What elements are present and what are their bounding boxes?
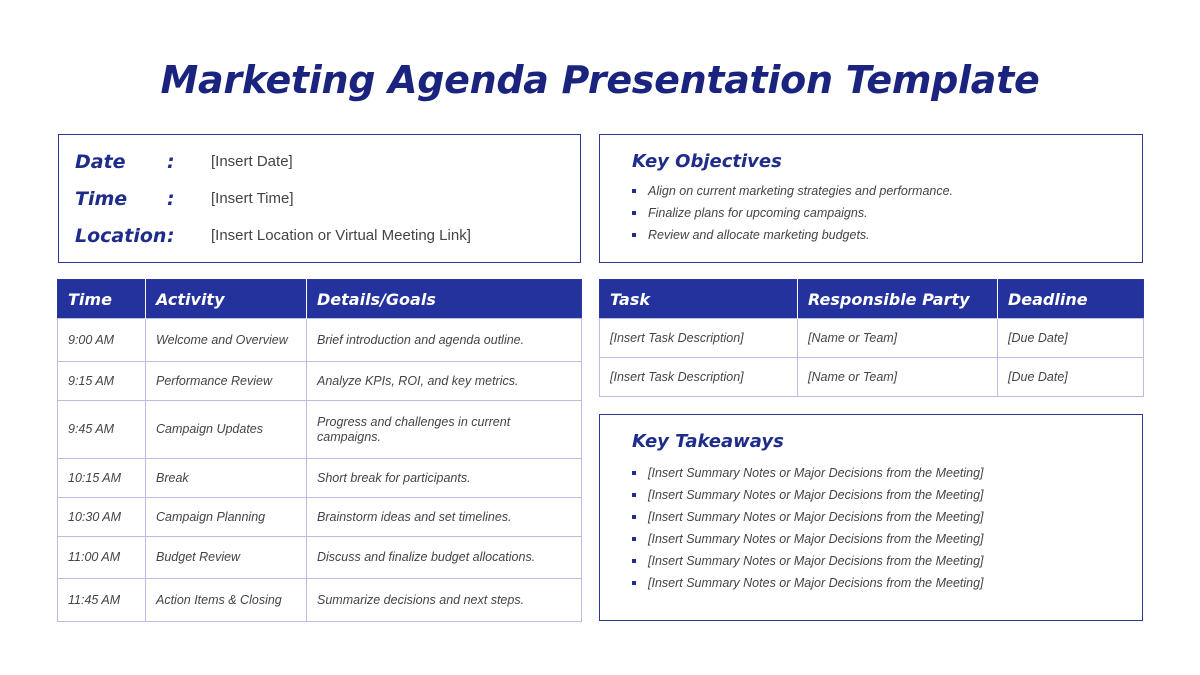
takeaway-text[interactable]: [Insert Summary Notes or Major Decisions from the Meeting] [648, 466, 984, 480]
task-row [600, 319, 1144, 358]
agenda-row [58, 498, 582, 537]
time-value[interactable]: [Insert Time] [211, 190, 294, 207]
agenda-time: 11:00 AM [58, 537, 146, 579]
agenda-activity: Break [146, 459, 307, 498]
task-deadline[interactable]: [Due Date] [998, 358, 1144, 397]
objective-item [632, 180, 953, 202]
bullet-icon [632, 559, 636, 563]
agenda-row [58, 579, 582, 622]
bullet-icon [632, 515, 636, 519]
agenda-details: Brainstorm ideas and set timelines. [307, 498, 582, 537]
agenda-time: 9:15 AM [58, 362, 146, 401]
date-label: Date [75, 151, 126, 173]
task-responsible[interactable]: [Name or Team] [798, 319, 998, 358]
agenda-header-row [58, 280, 582, 319]
key-takeaways-box [599, 414, 1143, 621]
objective-text: Align on current marketing strategies and performance. [648, 184, 954, 198]
agenda-header-activity: Activity [146, 280, 307, 319]
objective-text: Finalize plans for upcoming campaigns. [648, 206, 868, 220]
agenda-time: 10:15 AM [58, 459, 146, 498]
location-colon: : [167, 225, 175, 247]
takeaway-text[interactable]: [Insert Summary Notes or Major Decisions from the Meeting] [648, 532, 984, 546]
takeaways-list [632, 462, 984, 594]
task-row [600, 358, 1144, 397]
objective-text: Review and allocate marketing budgets. [648, 228, 870, 242]
location-label: Location [75, 225, 167, 247]
agenda-details: Discuss and finalize budget allocations. [307, 537, 582, 579]
takeaway-item [632, 484, 984, 506]
bullet-icon [632, 537, 636, 541]
bullet-icon [632, 233, 636, 237]
takeaway-text[interactable]: [Insert Summary Notes or Major Decisions from the Meeting] [648, 510, 984, 524]
agenda-time: 10:30 AM [58, 498, 146, 537]
agenda-row [58, 362, 582, 401]
takeaway-text[interactable]: [Insert Summary Notes or Major Decisions from the Meeting] [648, 576, 984, 590]
takeaway-item [632, 572, 984, 594]
agenda-time: 9:45 AM [58, 401, 146, 459]
takeaway-text[interactable]: [Insert Summary Notes or Major Decisions from the Meeting] [648, 488, 984, 502]
key-objectives-heading: Key Objectives [632, 151, 782, 172]
key-objectives-box [599, 134, 1143, 263]
meeting-info-box [58, 134, 581, 263]
location-value[interactable]: [Insert Location or Virtual Meeting Link] [211, 227, 471, 244]
agenda-header-details: Details/Goals [307, 280, 582, 319]
agenda-activity: Campaign Planning [146, 498, 307, 537]
agenda-activity: Campaign Updates [146, 401, 307, 459]
bullet-icon [632, 471, 636, 475]
date-row [75, 151, 565, 177]
agenda-row [58, 459, 582, 498]
agenda-details: Short break for participants. [307, 459, 582, 498]
task-header-responsible: Responsible Party [798, 280, 998, 319]
objective-item [632, 224, 953, 246]
agenda-time: 11:45 AM [58, 579, 146, 622]
takeaway-item [632, 462, 984, 484]
agenda-details: Summarize decisions and next steps. [307, 579, 582, 622]
agenda-activity: Welcome and Overview [146, 319, 307, 362]
task-description[interactable]: [Insert Task Description] [600, 319, 798, 358]
objectives-list [632, 180, 953, 246]
agenda-time: 9:00 AM [58, 319, 146, 362]
time-colon: : [167, 188, 175, 210]
location-row [75, 225, 565, 251]
bullet-icon [632, 189, 636, 193]
takeaway-text[interactable]: [Insert Summary Notes or Major Decisions from the Meeting] [648, 554, 984, 568]
takeaway-item [632, 528, 984, 550]
time-label: Time [75, 188, 128, 210]
agenda-header-time: Time [58, 280, 146, 319]
objective-item [632, 202, 953, 224]
task-responsible[interactable]: [Name or Team] [798, 358, 998, 397]
agenda-row [58, 319, 582, 362]
bullet-icon [632, 581, 636, 585]
agenda-row [58, 537, 582, 579]
agenda-activity: Budget Review [146, 537, 307, 579]
page-title: Marketing Agenda Presentation Template [160, 58, 1040, 102]
agenda-details: Analyze KPIs, ROI, and key metrics. [307, 362, 582, 401]
takeaway-item [632, 506, 984, 528]
task-header-row [600, 280, 1144, 319]
agenda-activity: Action Items & Closing [146, 579, 307, 622]
bullet-icon [632, 211, 636, 215]
key-takeaways-heading: Key Takeaways [632, 431, 784, 452]
bullet-icon [632, 493, 636, 497]
time-row [75, 188, 565, 214]
task-deadline[interactable]: [Due Date] [998, 319, 1144, 358]
agenda-table [57, 279, 582, 622]
date-colon: : [167, 151, 175, 173]
agenda-activity: Performance Review [146, 362, 307, 401]
date-value[interactable]: [Insert Date] [211, 153, 293, 170]
task-header-task: Task [600, 280, 798, 319]
task-description[interactable]: [Insert Task Description] [600, 358, 798, 397]
agenda-row [58, 401, 582, 459]
agenda-details: Brief introduction and agenda outline. [307, 319, 582, 362]
agenda-details: Progress and challenges in current campaigns. [307, 401, 582, 459]
takeaway-item [632, 550, 984, 572]
task-table [599, 279, 1144, 397]
task-header-deadline: Deadline [998, 280, 1144, 319]
